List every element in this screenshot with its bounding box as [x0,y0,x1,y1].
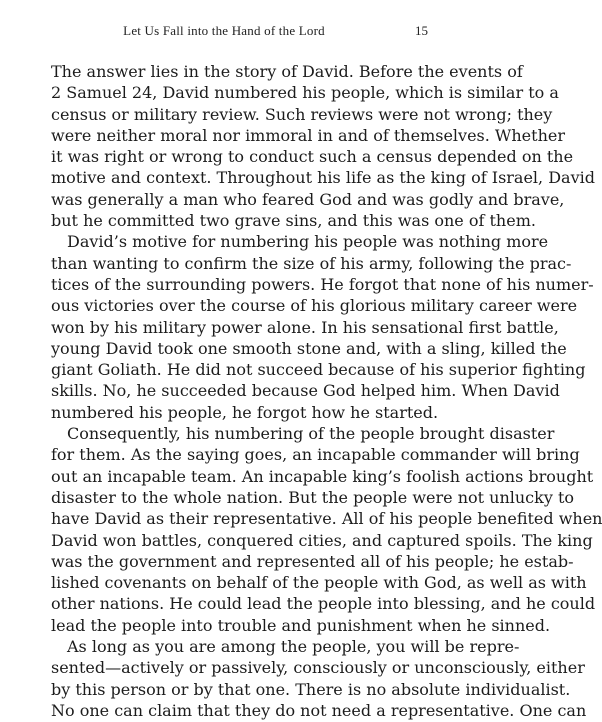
text-line: have David as their representative. All of his people benefited when [51,509,602,529]
paragraph [51,232,594,424]
text-line: lished covenants on behalf of the people with God, as well as with [51,573,587,593]
text-line: for them. As the saying goes, an incapable commander will bring [51,445,580,465]
text-line: by this person or by that one. There is no absolute individualist. [51,679,571,699]
text-line: motive and context. Throughout his life as the king of Israel, David [51,168,595,188]
text-line: giant Goliath. He did not succeed because of his superior fighting [51,360,586,380]
text-line: 2 Samuel 24, David numbered his people, which is similar to a [51,83,559,103]
page-number: 15 [415,23,428,38]
text-line: As long as you are among the people, you will be repre- [67,637,520,657]
text-line: No one can claim that they do not need a representative. One can [51,700,587,720]
text-line: other nations. He could lead the people into blessing, and he could [51,594,596,614]
paragraph [51,637,587,722]
chapter-title: Let Us Fall into the Hand of the Lord [123,23,325,38]
text-line: won by his military power alone. In his sensational first battle, [51,317,559,337]
text-line: out an incapable team. An incapable king’s foolish actions brought [51,466,594,486]
text-line: lead the people into trouble and punishment when he sinned. [51,615,551,635]
paragraph [51,424,602,637]
text-line: it was right or wrong to conduct such a census depended on the [51,147,574,167]
body-text [51,62,602,722]
text-line: disaster to the whole nation. But the people were not unlucky to [51,487,575,507]
text-line: sented—actively or passively, consciously or unconsciously, either [51,658,585,678]
text-line: was generally a man who feared God and was godly and brave, [51,189,565,209]
text-line: David’s motive for numbering his people was nothing more [67,232,549,252]
text-line: was the government and represented all of his people; he estab- [51,551,574,571]
running-header [0,22,448,40]
paragraph [51,62,595,232]
text-line: tices of the surrounding powers. He forgot that none of his numer- [51,274,594,294]
text-line: census or military review. Such reviews were not wrong; they [51,104,553,124]
text-line: numbered his people, he forgot how he started. [51,402,439,422]
text-line: ous victories over the course of his glorious military career were [51,296,578,316]
text-line: but he committed two grave sins, and this was one of them. [51,211,536,231]
text-line: young David took one smooth stone and, with a sling, killed the [51,338,567,358]
text-line: The answer lies in the story of David. Before the events of [51,62,523,81]
text-line: Consequently, his numbering of the people brought disaster [67,424,555,444]
text-line: skills. No, he succeeded because God helped him. When David [51,381,560,401]
text-line: David won battles, conquered cities, and captured spoils. The king [51,530,593,550]
text-line: than wanting to confirm the size of his army, following the prac- [51,253,572,273]
text-line: were neither moral nor immoral in and of themselves. Whether [51,125,565,145]
